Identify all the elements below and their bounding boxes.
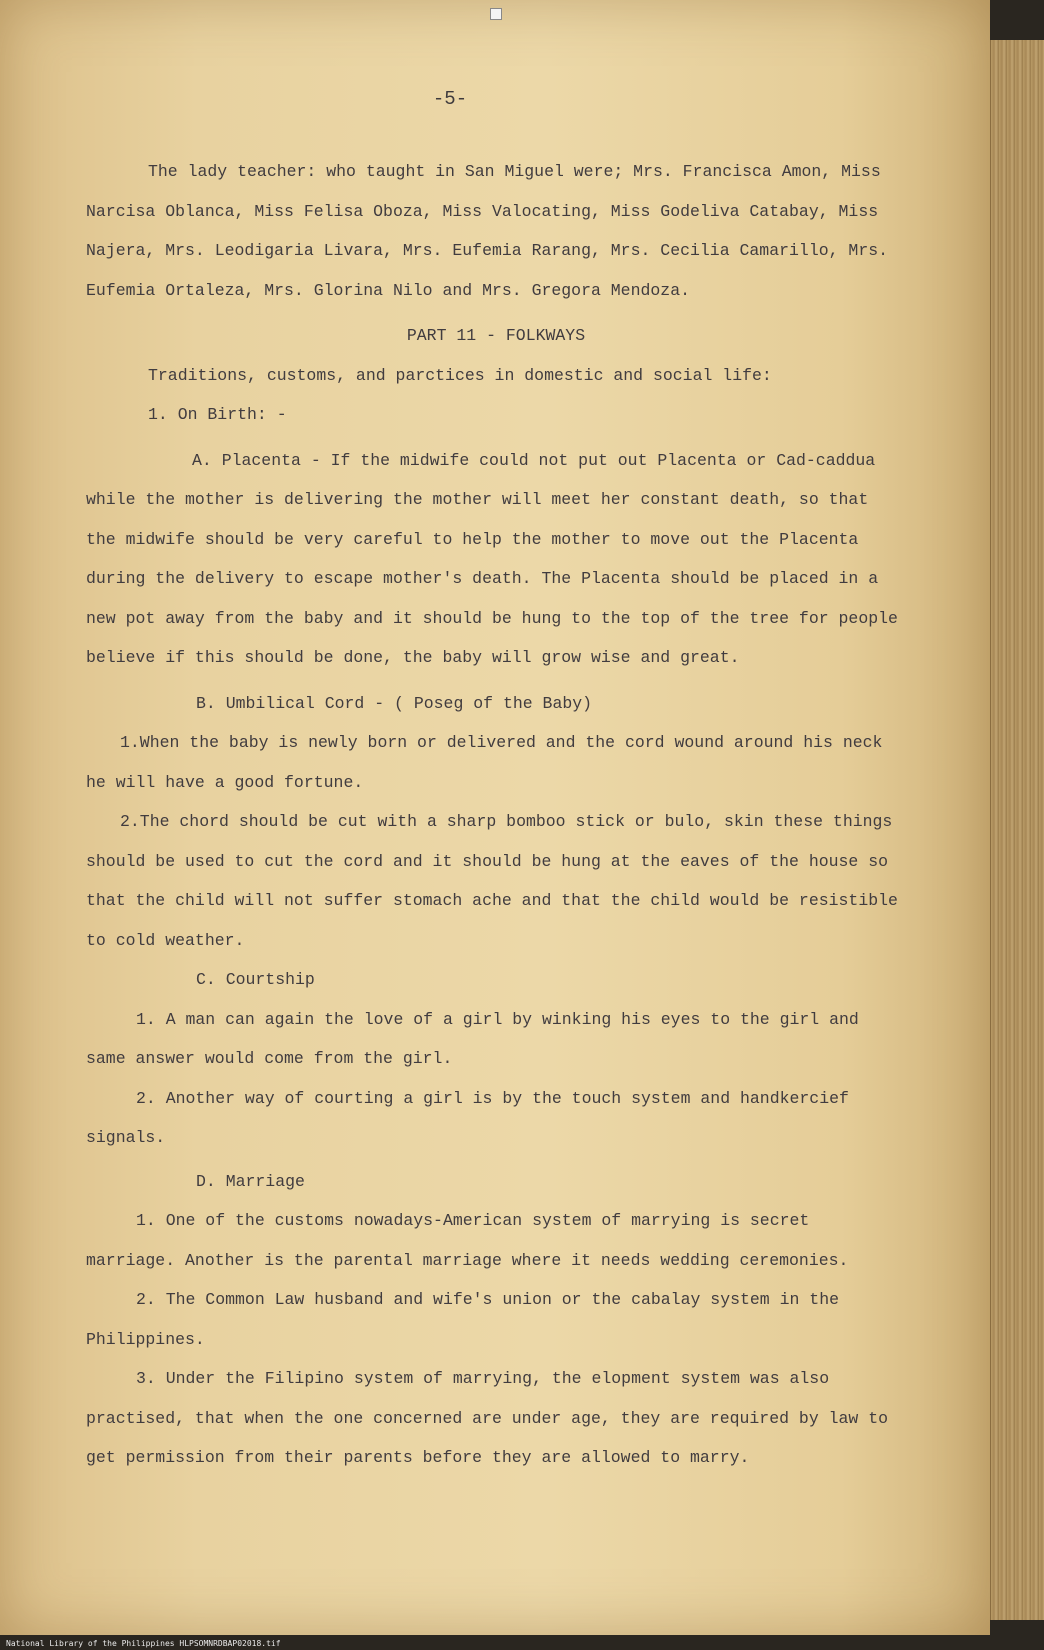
page-number: -5-: [432, 88, 468, 110]
book-page-edges: [990, 40, 1044, 1620]
courtship-item-1: 1. A man can again the love of a girl by winking his eyes to the girl and same answer would come from the girl.: [86, 1009, 859, 1068]
umbilical-item-2: 2.The chord should be cut with a sharp bomboo stick or bulo, skin these things should be used to cut the cord and it should be hung at the eaves of the house so that the child will not suffer stomach ache and that the child would be resistible to cold weather.: [86, 812, 898, 950]
marriage-item-1: 1. One of the customs nowadays-American system of marrying is secret marriage. Another is the parental marriage where it needs wedding ceremonies.: [86, 1211, 849, 1270]
part-heading: PART 11 - FOLKWAYS: [406, 326, 586, 345]
scan-marker-icon: [490, 8, 502, 20]
teachers-paragraph: The lady teacher: who taught in San Miguel were; Mrs. Francisca Amon, Miss Narcisa Oblanca, Miss Felisa Oboza, Miss Valocating, Miss Godeliva Catabay, Miss Najera, Mrs. Leodigaria Livara, Mrs. Eufemia Rarang, Mrs. Cecilia Camarillo, Mrs. Eufemia Ortaleza, Mrs. Glorina Nilo and Mrs. Gregora Mendoza.: [86, 162, 889, 300]
marriage-heading: D. Marriage: [196, 1171, 305, 1191]
scan-footer: National Library of the Philippines HLPSOMNRDBAP02018.tif: [6, 1639, 281, 1648]
document-body: [86, 152, 906, 1478]
marriage-item-3: 3. Under the Filipino system of marrying, the elopment system was also practised, that when the one concerned are under age, they are required by law to get permission from their parents before they are allowed to marry.: [86, 1369, 889, 1467]
birth-heading: 1. On Birth: -: [148, 405, 287, 424]
umbilical-heading: B. Umbilical Cord - ( Poseg of the Baby): [196, 693, 593, 713]
placenta-paragraph: A. Placenta - If the midwife could not put out Placenta or Cad-caddua while the mother is delivering the mother will meet her constant death, so that the midwife should be very careful to help the mother to move out the Placenta during the delivery to escape mother's death. The Placenta should be placed in a new pot away from the baby and it should be hung to the top of the tree for people believe if this should be done, the baby will grow wise and great.: [86, 450, 898, 667]
traditions-intro: Traditions, customs, and parctices in domestic and social life:: [148, 365, 772, 385]
umbilical-item-1: 1.When the baby is newly born or delivered and the cord wound around his neck he will have a good fortune.: [86, 733, 883, 792]
courtship-heading: C. Courtship: [196, 970, 315, 989]
courtship-item-2: 2. Another way of courting a girl is by the touch system and handkercief signals.: [86, 1088, 849, 1147]
marriage-item-2: 2. The Common Law husband and wife's union or the cabalay system in the Philippines.: [86, 1290, 840, 1349]
